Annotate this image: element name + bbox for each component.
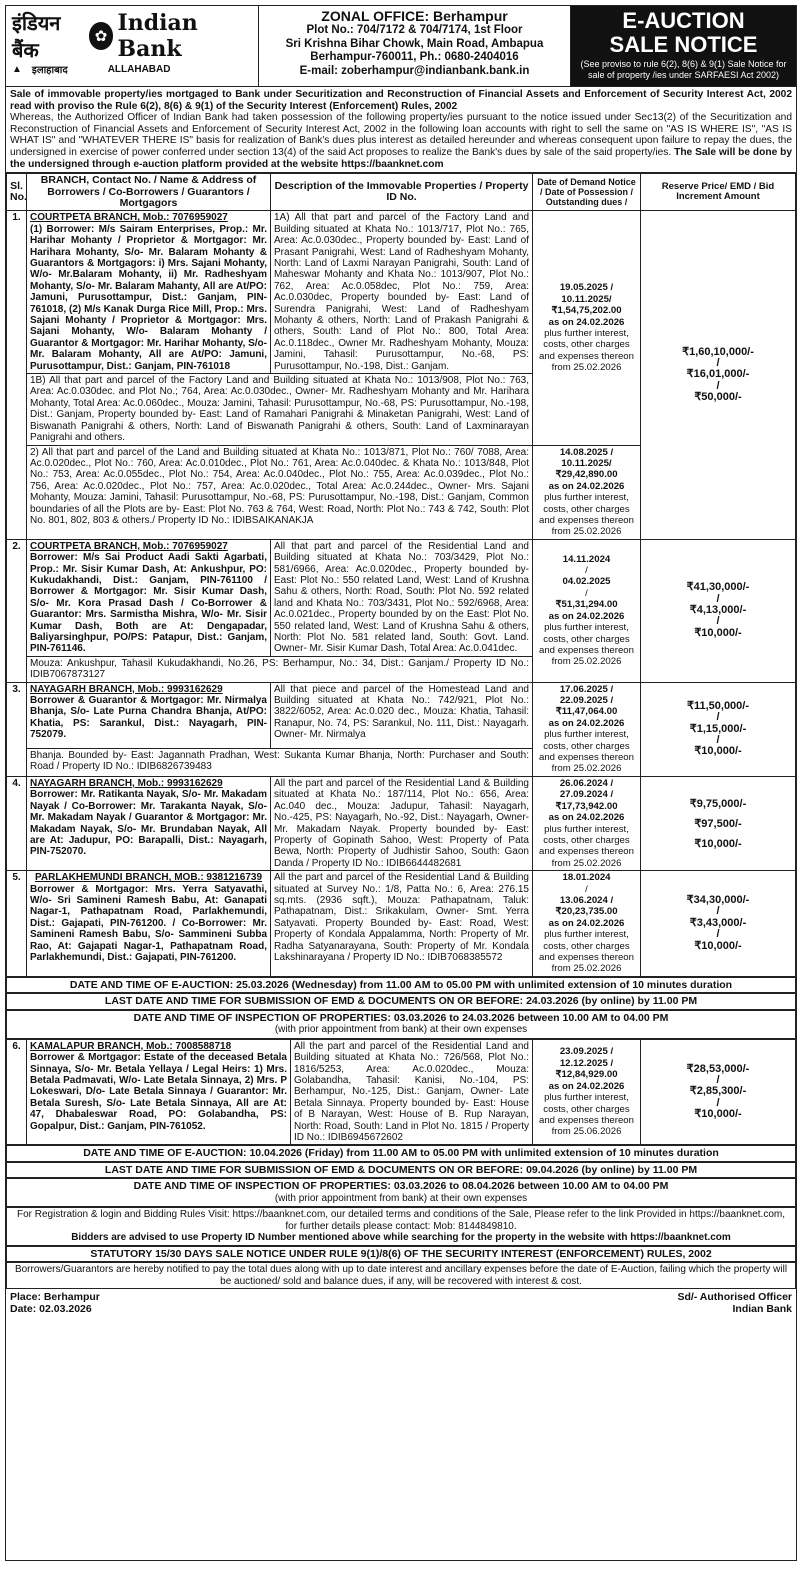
dues-note: plus further interest, costs, other charges and expenses thereon from 25.02.2026 [539, 622, 634, 668]
dues-as-on: as on 24.02.2026 [548, 610, 625, 622]
branch-name: NAYAGARH BRANCH, Mob.: 9993162629 [30, 683, 223, 695]
reserve-cell [641, 776, 796, 870]
possession-date: 04.02.2025 [562, 576, 611, 588]
dues-as-on: as on 24.02.2026 [548, 917, 625, 929]
separator: / [716, 733, 720, 746]
dates-cell [533, 871, 641, 977]
inspection-dates: DATE AND TIME OF INSPECTION OF PROPERTIES: 03.03.2026 to 24.03.2026 between 10.00 AM to 04.00 PM [133, 1011, 669, 1024]
row-sl: 4. [7, 776, 27, 870]
inspection-strip [6, 1010, 796, 1039]
row-branch-cell [27, 871, 271, 977]
zonal-line: Berhampur-760011, Ph.: 0680-2404016 [310, 51, 519, 63]
bidders-advice: Bidders are advised to use Property ID Number mentioned above while searching for the property in the website with https://baanknet.com [71, 1232, 731, 1244]
table-row [7, 539, 796, 656]
dues-note: plus further interest, costs, other charges and expenses thereon from 25.02.2026 [539, 929, 634, 975]
zonal-title: ZONAL OFFICE: Berhampur [321, 8, 508, 24]
possession-date: 13.06.2024 / [559, 894, 614, 906]
property-description-tail: Mouza: Ankushpur, Tahasil Kukudakhandi, No.26, PS: Berhampur, No.: 34, Dist.: Ganjam./ Property ID No.: IDIB7067873127 [27, 656, 533, 682]
reserve-price: ₹34,30,000/- [686, 893, 750, 906]
emd-amount: ₹16,01,000/- [686, 368, 750, 381]
separator: / [716, 592, 720, 605]
property-description: 2) All that part and parcel of the Land and Building situated at Khata No.: 1013/871, Plot No.: 760/ 7088, Area: Ac.0.020dec., Plot No.: 760, Area: Ac.0.010dec., Plot No.: 761, Area: Ac.0.040dec. & Khata No.: 1013/848, Plot No.: 753, Area: Ac.0.055dec., Plot No.: 754, Area: Ac.0.040dec., Plot No.: 755, Area: Ac.0.039dec., Plot No.: 756, Area: Ac.0.020dec., Plot No.: 757, Area: Ac.0.020dec., Total Area: Ac.0.244dec., Owner- Mrs. Sajani Mohanty, Mouza: Jamini, Tahasil: Purusottampur, No.-68, PS: Purusottampur, No.-198, Dist.: Ganjam, Common boundaries of all the Plots are by- East: Plot No. 763 & 764, West: Road, North: Plot No.: 743 & 742, South: Plot No. 801, 802, 803 & others./ Property ID No.: IDIBSAIKANAKJA [27, 445, 533, 539]
reserve-cell [641, 682, 796, 776]
dates-cell [533, 211, 641, 445]
bid-increment: ₹10,000/- [694, 1108, 742, 1121]
property-description: 1A) All that part and parcel of the Factory Land and Building situated at Khata No.: 1013/717, Plot No.: 765, Area: Ac.0.030dec., Property bounded by- East: Land of Prasant Panigrahi, West: Land of Radheshyam Mohanty, North: Land of Laxmi Narayan Panigrahi, South: Land of Maheswar Mohanty and Khata No.: 1013/907, Plot No.: 762, Area: Ac.0.058dec, Plot No.: 759, Area: Ac.0.030dec, Property bounded by- East: Land of Surendra Panigrahi, West: Land of Radheshyam Mohanty & others, North: Land of Prakash Panigrahi & others, South: Land of Plot No.: 800, Total Area: Ac.0.118dec., Owner Mr. Radheshyam Mohanty, Mouza: Jamini, Tahasil: Purusottampur, No.-68, PS: Purusottampur, No.-198, Dist.: Ganjam. [271, 211, 533, 374]
property-description-tail: Bhanja. Bounded by- East: Jagannath Pradhan, West: Sukanta Kumar Bhanja, North: Purchaser and South: Road / Property ID No.: IDIB6826739483 [27, 748, 533, 776]
separator: / [716, 615, 720, 628]
logo-hindi: इंडियन बैंक [12, 11, 61, 62]
dates-cell [533, 682, 641, 776]
emd-amount: ₹4,13,000/- [689, 603, 747, 616]
branch-name: NAYAGARH BRANCH, Mob.: 9993162629 [30, 777, 223, 789]
reserve-cell [641, 871, 796, 977]
inspection-note: (with prior appointment from bank) at their own expenses [274, 1192, 528, 1204]
possession-date: 27.09.2024 / [559, 789, 614, 801]
logo-sub-english: ALLAHABAD [107, 63, 171, 75]
bid-increment: ₹10,000/- [694, 626, 742, 639]
dates-cell [533, 445, 641, 539]
logo-sub-hindi: इलाहाबाद [31, 65, 68, 76]
row-branch-cell [27, 1039, 291, 1145]
separator: / [716, 711, 720, 724]
zonal-email: E-mail: zoberhampur@indianbank.bank.in [299, 64, 530, 77]
separator: / [716, 1096, 720, 1109]
properties-table-2 [6, 1039, 796, 1146]
emd-deadline-strip-2: LAST DATE AND TIME FOR SUBMISSION OF EMD & DOCUMENTS ON OR BEFORE: 09.04.2026 (by online) by 11.00 PM [6, 1162, 796, 1179]
demand-date: 14.08.2025 / [559, 446, 614, 458]
property-description: 1B) All that part and parcel of the Factory Land and Building situated at Khata No.: 1013/908, Plot No.: 763, Area: Ac.0.030dec. and Plot No.; 764, Area: Ac.0.030dec., Owner- Mr. Radheshyam Mohanty and Mr. Harihara Mohanty, Total Area: Ac.0.060dec., Mouza: Jamini, Tahasil: Purusottampur, No.-68, PS: Purusottampur, No.-198, Dist.: Ganjam, Property bounded by- East: Land of Ramahari Panigrahi & Minaketan Panigrahi, West: Land of Biswanath Panigrahi & others, North: Land of Biswanath Panigrahi & others, South: Land of Laxminarayan Panigrahi and others. [27, 374, 533, 445]
intro-tail: The Sale will be done by the undersigned through e-auction platform provided at the website https://baanknet.com [10, 146, 792, 170]
row-sl: 6. [7, 1039, 27, 1145]
logo-english: Indian Bank [117, 10, 198, 62]
outstanding-dues: ₹29,42,890.00 [555, 469, 618, 481]
bank-logo [6, 6, 259, 86]
demand-date: 19.05.2025 / [559, 282, 614, 294]
reserve-price: ₹9,75,000/- [689, 797, 747, 810]
dues-note: plus further interest, costs, other charges and expenses thereon from 25.06.2026 [539, 1092, 634, 1138]
row-sl: 3. [7, 682, 27, 776]
emd-amount: ₹1,15,000/- [689, 722, 747, 735]
property-description: All that piece and parcel of the Homestead Land and Building situated at Khata No.: 742/921, Plot No.: 3822/6052, Area: Ac.0.020 dec., Mouza: Khatia, Tahasil: Ranapur, No. 74, PS: Sarankul, No. 111, Dist.: Nayagarh. Owner- Mr. Nirmalya [271, 682, 533, 748]
dues-note: plus further interest, costs, other charges and expenses thereon from 25.02.2026 [539, 823, 634, 869]
bid-increment: ₹50,000/- [694, 391, 742, 404]
intro-paragraph [6, 87, 796, 173]
separator: / [585, 587, 588, 599]
reserve-price: ₹28,53,000/- [686, 1062, 750, 1075]
signature-block [6, 1289, 796, 1317]
date: Date: 02.03.2026 [10, 1303, 92, 1316]
zonal-office-address [259, 6, 571, 86]
outstanding-dues: ₹12,84,929.00 [555, 1069, 618, 1081]
possession-date: 22.09.2025 / [559, 695, 614, 707]
row-branch-cell [27, 539, 271, 656]
outstanding-dues: ₹51,31,294.00 [555, 599, 618, 611]
demand-date: 23.09.2025 / [559, 1046, 614, 1058]
row-sl: 2. [7, 539, 27, 682]
auction-date-strip: DATE AND TIME OF E-AUCTION: 25.03.2026 (Wednesday) from 11.00 AM to 05.00 PM with unlimited extension of 10 minutes duration [6, 977, 796, 994]
outstanding-dues: ₹20,23,735.00 [555, 906, 618, 918]
header-reserve: Reserve Price/ EMD / Bid Increment Amount [641, 174, 796, 211]
notice-header [6, 6, 796, 87]
notice-subtitle: (See proviso to rule 6(2), 8(6) & 9(1) Sale Notice for sale of property /ies under SARFAESI Act 2002) [580, 59, 787, 80]
notice-page [5, 5, 797, 1561]
intro-lead: Sale of immovable property/ies mortgaged to Bank under Securitization and Reconstruction of Financial Assets and Enforcement of Security Interest Act, 2002 read with proviso the Rule 6(2), 8(6) & 9(1) of the Security Interest (Enforcement) Rules, 2002 [10, 89, 792, 112]
dues-as-on: as on 24.02.2026 [548, 1080, 625, 1092]
emd-amount: ₹3,43,000/- [689, 916, 747, 929]
separator: / [585, 565, 588, 577]
branch-name: COURTPETA BRANCH, Mob.: 7076959027 [30, 212, 228, 224]
bank-emblem-icon: ✿ [89, 22, 114, 50]
separator: / [716, 356, 720, 369]
property-description: All the part and parcel of the Residential Land & Building situated at Khata No.: 187/114, Plot No.: 656, Area: Ac.040 dec., Mouza: Jadupur, Tahasil: Nayagarh, No.-425, PS: Nayagarh, No.-92, Dist.: Nayagarh, Owner- Mr. Makadam Nayak. Property bounded by- East: Property of Gopinath Sahoo, West: Property of Pata Bewa, North: Property of Judhistir Sahoo, South: Gaon Danda / Property ID No.: IDIB6644482681 [271, 776, 533, 870]
reserve-price: ₹11,50,000/- [686, 699, 750, 712]
demand-date: 17.06.2025 / [559, 683, 614, 695]
borrower-details: Borrower: M/s Sai Product Aadi Sakti Agarbati, Prop.: Mr. Sisir Kumar Dash, At: Ankushpur, PO: Kukudakhandi, Dist.: Ganjam, PIN-761100 / Borrower & Mortgagor: Mr. Sisir Kumar Dash, S/o- Mr. Kora Prasad Dash / Co-Borrower & Guarantor: Mrs. Sarmistha Mishra, W/o- Mr. Sisir Kumar Dash, Both are At: Dengapadar, Baliyarsinghpur, PO/PS: Patapur, Dist.: Ganjam, PIN-761146. [30, 552, 267, 655]
borrower-details: Borrower & Guarantor & Mortgagor: Mr. Nirmalya Bhanja, S/o- Late Purna Chandra Bhanja, At/PO: Khatia, PS: Sarankul, Dist.: Nayagarh, PIN-752079. [30, 695, 267, 741]
registration-text: For Registration & login and Bidding Rules Visit: https://baanknet.com, our detailed terms and conditions of the Sale, Please refer to the link Provided in https://baanknet.com, for further details please contact: Mob: 8144849810. [16, 1209, 786, 1232]
zonal-line: Plot No.: 704/7172 & 704/7174, 1st Floor [306, 24, 523, 36]
property-description: All the part and parcel of the Residential Land & Building situated at Survey No.: 1/8, Patta No.: 6, Area: 276.15 sq.mts. (2936 sqft.), Mouza: Pathapatnam, Taluk: Pathapatnam, Dist.: Srikakulam, Owner- Smt. Yerra Satyavati. Property Bounded by- East: Road, West: Property of Kondala Appalamma, North: Property of Mr. Radha Satyanarayana, South: Property of Mr. Kondala Lakshinarayana / Property ID No.: IDIB7068385572 [271, 871, 533, 977]
dates-cell [533, 539, 641, 682]
notice-title-2: SALE NOTICE [609, 32, 758, 57]
possession-date: 12.12.2025 / [559, 1057, 614, 1069]
separator: / [716, 1074, 720, 1086]
dues-as-on: as on 24.02.2026 [548, 316, 625, 328]
table-row [7, 1039, 796, 1145]
signatory-bank: Indian Bank [732, 1303, 792, 1316]
separator: / [716, 928, 720, 941]
auction-date-strip-2: DATE AND TIME OF E-AUCTION: 10.04.2026 (Friday) from 11.00 AM to 05.00 PM with unlimited extension of 10 minutes duration [6, 1145, 796, 1162]
row-sl: 5. [7, 871, 27, 977]
row-branch-cell [27, 211, 271, 374]
emd-amount: ₹97,500/- [694, 817, 742, 830]
demand-date: 18.01.2024 [562, 872, 611, 884]
row-sl: 1. [7, 211, 27, 539]
statutory-body: Borrowers/Guarantors are hereby notified to pay the total dues along with up to date interest and ancillary expenses before the date of E-Auction, failing which the property will be auctioned/ sold and balance dues, if any, will be recovered with interest & cost. [6, 1262, 796, 1289]
separator: / [716, 905, 720, 918]
branch-name: KAMALAPUR BRANCH, Mob.: 7008588718 [30, 1040, 232, 1052]
header-dates: Date of Demand Notice / Date of Possession / Outstanding dues / [533, 174, 641, 211]
dues-as-on: as on 24.02.2026 [548, 480, 625, 492]
dues-note: plus further interest, costs, other charges and expenses thereon from 25.02.2026 [539, 327, 634, 374]
separator: / [716, 379, 720, 392]
emd-amount: ₹2,85,300/- [689, 1085, 747, 1098]
emd-deadline-strip: LAST DATE AND TIME FOR SUBMISSION OF EMD & DOCUMENTS ON OR BEFORE: 24.03.2026 (by online) by 11.00 PM [6, 993, 796, 1010]
dues-as-on: as on 24.02.2026 [548, 812, 625, 824]
properties-table [6, 173, 796, 977]
inspection-note: (with prior appointment from bank) at their own expenses [274, 1024, 528, 1036]
dues-note: plus further interest, costs, other charges and expenses thereon from 25.02.2026 [539, 492, 634, 538]
table-row [7, 682, 796, 748]
outstanding-dues: ₹17,73,942.00 [555, 800, 618, 812]
borrower-details: (1) Borrower: M/s Sairam Enterprises, Prop.: Mr. Harihar Mohanty / Proprietor & Mortgagor: Mr. Harihara Mohanty, S/o- Mr. Balaram Mohanty & Guarantors & Mortgagors: i) Mrs. Sajani Mohanty, W/o- Mr.Balaram Mohanty, ii) Mr. Radheshyam Mohanty, S/o- Mr. Balaram Mahanty, All are At/PO: Jamuni, Purusottampur, Dist.: Ganjam, PIN-761018, (2) M/s Kanak Durga Rice Mill, Prop.: Mrs. Sajani Mohanty / Proprietor & Mortgagor: Mrs. Sajani Mohanty, W/o- Balaram Mohanty / Guarantor & Mortgagor: Mr. Harihar Mohanty, S/o- Mr. Balaram Mohanty, All are At/PO: Jamuni, Purusottampur, Dist.: Ganjam, PIN-761018 [30, 223, 267, 372]
table-row [7, 211, 796, 374]
outstanding-dues: ₹1,54,75,202.00 [551, 305, 622, 317]
table-row [7, 871, 796, 977]
header-branch: BRANCH, Contact No. / Name & Address of Borrowers / Co-Borrowers / Guarantors / Mortgagors [27, 174, 271, 211]
header-description: Description of the Immovable Properties / Property ID No. [271, 174, 533, 211]
table-row [7, 776, 796, 870]
borrower-details: Borrower: Mr. Ratikanta Nayak, S/o- Mr. Makadam Nayak / Co-Borrower: Mr. Tarakanta Nayak, S/o- Mr. Makadam Nayak / Guarantor & Mortgagor: Mr. Makadam Nayak, S/o- Mr. Brundaban Nayak, All are At: Jadupur, PO: Barapalli, Dist.: Nayagarh, PIN-752070. [30, 789, 267, 858]
branch-name: COURTPETA BRANCH, Mob.: 7076959027 [30, 540, 228, 552]
property-description: All that part and parcel of the Residential Land and Building situated at Khata No.: 703/3429, Plot No.: 581/6966, Area: Ac.0.020dec., Property bounded by- East: Plot No.: 550 related Land, West: Land of Krushna Sahu & others, North: Road, South: Plot No. 592 related land and Khata No.: 703/3431, Plot No.: 592/6968, Area: Ac.0.021dec., Property bounded by on the East: Plot No. 550 related land, West: Land of Krushna Sahu & others, North: Plot No. 581 related land, South: Govt. Land. Owner- Mr. Sisir Kumar Dash, Total Area: Ac.0.041dec. [271, 539, 533, 656]
dates-cell [533, 776, 641, 870]
bid-increment: ₹10,000/- [694, 939, 742, 952]
outstanding-dues: ₹11,47,064.00 [555, 706, 618, 718]
separator: / [585, 883, 588, 895]
branch-name: PARLAKHEMUNDI BRANCH, MOB.: 9381216739 [34, 872, 263, 884]
reserve-cell [641, 539, 796, 682]
dues-note: plus further interest, costs, other charges and expenses thereon from 25.02.2026 [539, 729, 634, 775]
reserve-price: ₹41,30,000/- [686, 581, 750, 594]
row-branch-cell [27, 776, 271, 870]
reserve-cell [641, 1039, 796, 1145]
table-header-row [7, 174, 796, 211]
bid-increment: ₹10,000/- [694, 837, 742, 850]
intro-body: Whereas, the Authorized Officer of Indian Bank had taken possession of the following property/ies pursuant to the notice issued under Sec13(2) of the Securitization and Reconstruction of Financial Assets and Enforcement of Security Interest Act, 2002 in the following loan accounts with right to sell the same on "AS IS WHERE IS", "AS IS WHAT IS" and "WHATEVER THERE IS" basis for realization of Bank's dues plus interest as detailed hereunder and whereas consequent upon failure to repay the dues, the undersigned in exercise of power conferred under section 13(4) of the said Act proposes to realize the Bank's dues by sale of the said property/ies. [10, 112, 792, 158]
possession-date: 10.11.2025/ [561, 457, 612, 469]
borrower-details: Borrower & Mortgagor: Mrs. Yerra Satyavathi, W/o- Sri Samineni Ramesh Babu, At: Ganapati Nagar-1, Pathapatnam Road, Parlakhemundi, Dist.: Gajapati, PIN-761200. / Co-Borrower: Mr. Samineni Ramesh Babu, S/o- Sammineni Subba Rao, At: Gajapati Nagar-1, Pathapatnam Road, Parlakhemundi, Dist.: Gajapati, PIN-761200. [30, 883, 267, 963]
allahabad-triangle-icon: ▲ [12, 63, 22, 75]
header-sl: Sl. No. [7, 174, 27, 211]
borrower-details: Borrower & Mortgagor: Estate of the deceased Betala Sinnaya, S/o- Mr. Betala Yellaya / Legal Heirs: 1) Mrs. Betala Padmavati, W/o- Late Betala Sinnaya, 2) Mrs. P Lokeswari, D/o- Late Betala Sinnaya / Guarantor: Mr. Betala Suresh, S/o- Late Betala Sinnaya, All are At: 47, Dhabaleswar Road, PO: Golabandha, PS: Gopalpur, Dist.: Ganjam, PIN-761052. [30, 1052, 287, 1132]
dues-as-on: as on 24.02.2026 [548, 717, 625, 729]
signatory: Sd/- Authorised Officer [677, 1291, 792, 1304]
inspection-strip-2 [6, 1178, 796, 1207]
property-description: All the part and parcel of the Residential Land and Building situated at Khata No.: 726/568, Plot No.: 1816/5253, Area: Ac.0.020dec., Mouza: Golabandha, Tahasil: Kanisi, No.-104, PS: Berhampur, No.-125, Dist.: Ganjam, Owner- Late Betala Sinnaya. Property bounded by- East: House of B Narayan, West: House of B. Rup Narayan, North: Road, South: Land in Plot No. 1815 / Property ID No.: IDIB6945672602 [291, 1039, 533, 1145]
statutory-title: STATUTORY 15/30 DAYS SALE NOTICE UNDER RULE 9(1)/8(6) OF THE SECURITY INTEREST (ENFORCEMENT) RULES, 2002 [6, 1246, 796, 1263]
demand-date: 26.06.2024 / [559, 777, 614, 789]
row-branch-cell [27, 682, 271, 748]
inspection-dates: DATE AND TIME OF INSPECTION OF PROPERTIES: 03.03.2026 to 08.04.2026 between 10.00 AM to 04.00 PM [133, 1180, 669, 1193]
dates-cell [533, 1039, 641, 1145]
demand-date: 14.11.2024 [562, 553, 611, 565]
registration-info [6, 1207, 796, 1246]
auction-title-box [571, 6, 796, 86]
reserve-price: ₹1,60,10,000/- [682, 345, 754, 358]
bid-increment: ₹10,000/- [694, 745, 742, 758]
possession-date: 10.11.2025/ [561, 293, 612, 305]
zonal-line: Sri Krishna Bihar Chowk, Main Road, Ambapua [285, 37, 544, 50]
notice-title-1: E-AUCTION [622, 8, 745, 33]
reserve-cell [641, 211, 796, 539]
place: Place: Berhampur [10, 1291, 100, 1304]
